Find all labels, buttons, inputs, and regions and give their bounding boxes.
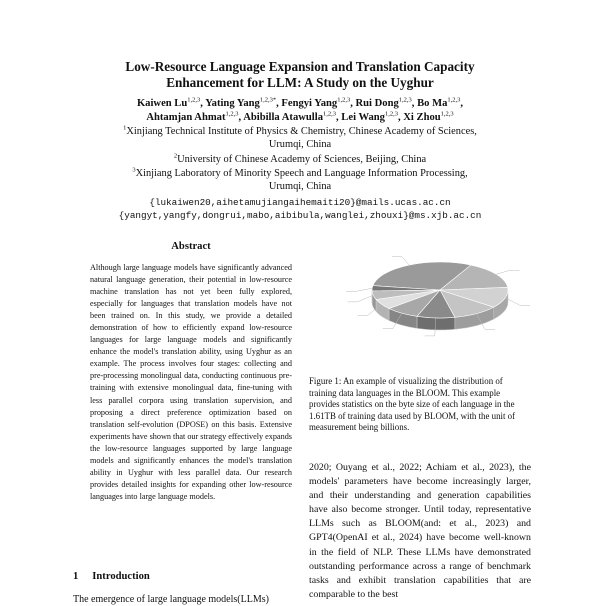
pie-leader-line	[392, 257, 409, 265]
author-name: Rui Dong	[356, 98, 399, 109]
intro-first-line: The emergence of large language models(LLMs)	[73, 593, 295, 606]
affiliation-marker: 2	[174, 153, 177, 160]
affiliation-2	[0, 153, 600, 166]
affiliation-1	[0, 125, 600, 151]
authors-line-2: Ahtamjan Ahmat$^{1,2,3}$, Abibilla Atawulla$^{1,2,3}$, Lei Wang$^{1,2,3}$, Xi Zhou$^{1,2,3}$	[0, 111, 600, 125]
affiliation-text: University of Chinese Academy of Sciences, Beijing, China	[177, 154, 426, 165]
author-affil: 1,2,3	[337, 96, 350, 103]
title-line-1: Low-Resource Language Expansion and Translation Capacity	[0, 59, 600, 75]
section-title: Introduction	[92, 571, 150, 582]
affiliation-text: Xinjiang Laboratory of Minority Speech and Language Information Processing,	[136, 168, 468, 179]
section-heading	[73, 571, 150, 582]
author-name: Xi Zhou	[403, 112, 440, 123]
author-affil: 1,2,3*	[260, 96, 276, 103]
author-affil: 1,2,3	[447, 96, 460, 103]
author-name: Abibilla Atawulla	[243, 112, 323, 123]
email-line-1[interactable]: {lukaiwen20,aihetamujiangaihemaiti20}@mails.ucas.ac.cn	[0, 197, 600, 210]
author-name: Ahtamjan Ahmat	[146, 112, 225, 123]
title-line-2: Enhancement for LLM: A Study on the Uyghur	[0, 75, 600, 91]
abstract-heading: Abstract	[90, 241, 292, 252]
author-name: Bo Ma	[417, 98, 447, 109]
paper-title	[0, 59, 600, 91]
pie-top	[372, 262, 508, 318]
author-name: Yating Yang	[205, 98, 260, 109]
abstract-body: Although large language models have significantly advanced natural language generation, their potential in low-resource machine translation has not yet been fully explored, especially for languages that translation models have not been trained on. In this study, we provide a detailed demonstration of how to efficiently expand low-resource languages for large language models and significantly enhance the model's translation ability, using Uyghur as an example. The process involves four stages: collecting and pre-processing monolingual data, conducting continuous pre-training with extensive monolingual data, fine-tuning with less parallel corpora using translation supervision, and proposing a direct preference optimization based on translation self-evolution (DPOSE) on this basis. Extensive experiments have shown that our strategy effectively expands the low-resource languages supported by large language models and significantly enhances the model's translation ability in Uyghur with less parallel data. Our research provides detailed insights for expanding other low-resource languages into large language models.	[90, 262, 292, 503]
pie-leader-line	[505, 298, 530, 306]
author-affil: 1,2,3	[441, 110, 454, 117]
author-name: Kaiwen Lu	[137, 98, 187, 109]
author-affil: 1,2,3	[187, 96, 200, 103]
section-number: 1	[73, 571, 78, 582]
author-affil: 1,2,3	[226, 110, 239, 117]
affiliation-city: Urumqi, China	[0, 138, 600, 151]
author-affil: 1,2,3	[399, 96, 412, 103]
pie-leader-line	[347, 295, 373, 302]
affiliation-text: Xinjiang Technical Institute of Physics & Chemistry, Chinese Academy of Sciences,	[126, 126, 476, 137]
figure-caption: Figure 1: An example of visualizing the distribution of training data languages in the BLOOM. This example provides statistics on the byte size of each language in the 1.61TB of training data used by BLOOM, with the unit of measurement being billions.	[309, 376, 531, 434]
author-name: Lei Wang	[341, 112, 385, 123]
authors-line-1: Kaiwen Lu$^{1,2,3}$, Yating Yang$^{1,2,3*}$, Fengyi Yang$^{1,2,3}$, Rui Dong$^{1,2,3}$, Bo Ma$^{1,2,3}$,	[0, 97, 600, 111]
affiliation-marker: 3	[132, 167, 135, 174]
email-line-2[interactable]: {yangyt,yangfy,dongrui,mabo,aibibula,wanglei,zhouxi}@ms.xjb.ac.cn	[0, 210, 600, 223]
author-list	[0, 97, 600, 124]
affiliation-city: Urumqi, China	[0, 180, 600, 193]
author-affil: 1,2,3	[385, 110, 398, 117]
pie-leader-line	[346, 288, 372, 291]
affiliation-marker: 1	[123, 125, 126, 132]
affiliation-3	[0, 167, 600, 193]
author-affil: 1,2,3	[323, 110, 336, 117]
pie-leader-line	[496, 270, 519, 274]
pie-chart	[300, 252, 530, 362]
author-name: Fengyi Yang	[281, 98, 337, 109]
right-column-text: 2020; Ouyang et al., 2022; Achiam et al., 2023), the models' parameters have become increasingly larger, and their understanding and generation capabilities have also become stronger. Until today, representative LLMs such as BLOOM(and: et al., 2023) and GPT4(OpenAI et al., 2024) have become well-known in the field of NLP. These LLMs have demonstrated outstanding performance across a range of benchmark tasks and exhibit translation capabilities that are comparable to the best	[309, 461, 531, 602]
